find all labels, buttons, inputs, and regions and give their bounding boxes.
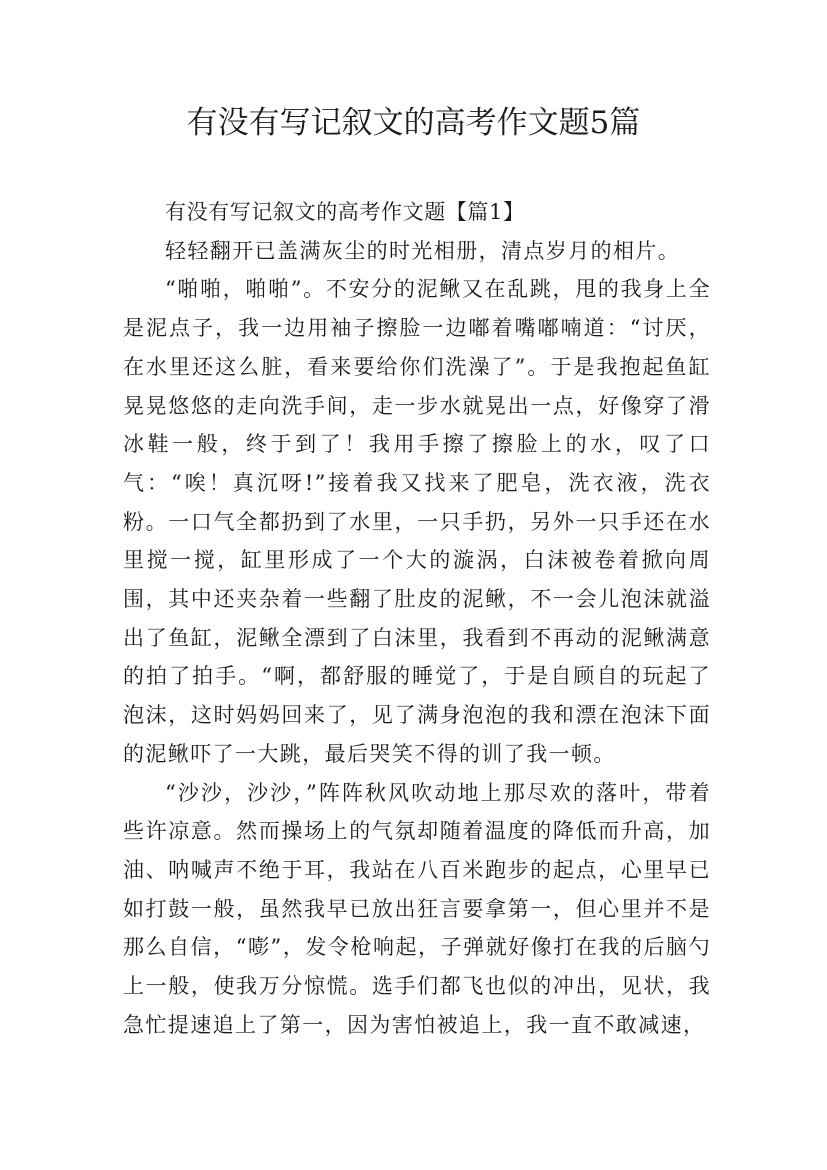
paragraph: “沙沙，沙沙，”阵阵秋风吹动地上那尽欢的落叶，带着些许凉意。然而操场上的气氛却随着温度的降低而升高，加油、呐喊声不绝于耳，我站在八百米跑步的起点，心里早已如打鼓一般，虽然我早已放出狂言要拿第一，但心里并不是那么自信，“嘭”，发令枪响起，子弹就好像打在我的后脑勺上一般，使我万分惊慌。选手们都飞也似的冲出，见状，我急忙提速追上了第一，因为害怕被追上，我一直不敢减速， <box>123 780 711 1037</box>
document-title: 有没有写记叙文的高考作文题5篇 <box>186 105 641 141</box>
paragraph: “啪啪，啪啪”。不安分的泥鳅又在乱跳，甩的我身上全是泥点子，我一边用袖子擦脸一边嘟着嘴嘟喃道：“讨厌，在水里还这么脏，看来要给你们洗澡了”。于是我抱起鱼缸晃晃悠悠的走向洗手间，走一步水就晃出一点，好像穿了滑冰鞋一般，终于到了！我用手擦了擦脸上的水，叹了口气：“唉！真沉呀!”接着我又找来了肥皂，洗衣液，洗衣粉。一口气全都扔到了水里，一只手扔，另外一只手还在水里搅一搅，缸里形成了一个大的漩涡，白沫被卷着掀向周围，其中还夹杂着一些翻了肚皮的泥鳅，不一会儿泡沫就溢出了鱼缸，泥鳅全漂到了白沫里，我看到不再动的泥鳅满意的拍了拍手。“啊，都舒服的睡觉了，于是自顾自的玩起了泡沫，这时妈妈回来了，见了满身泡泡的我和漂在泡沫下面的泥鳅吓了一大跳，最后哭笑不得的训了我一顿。 <box>123 277 711 766</box>
section-heading: 有没有写记叙文的高考作文题【篇1】 <box>165 200 525 224</box>
document-body <box>123 193 711 1044</box>
paragraph: 轻轻翻开已盖满灰尘的时光相册，清点岁月的相片。 <box>165 238 681 263</box>
